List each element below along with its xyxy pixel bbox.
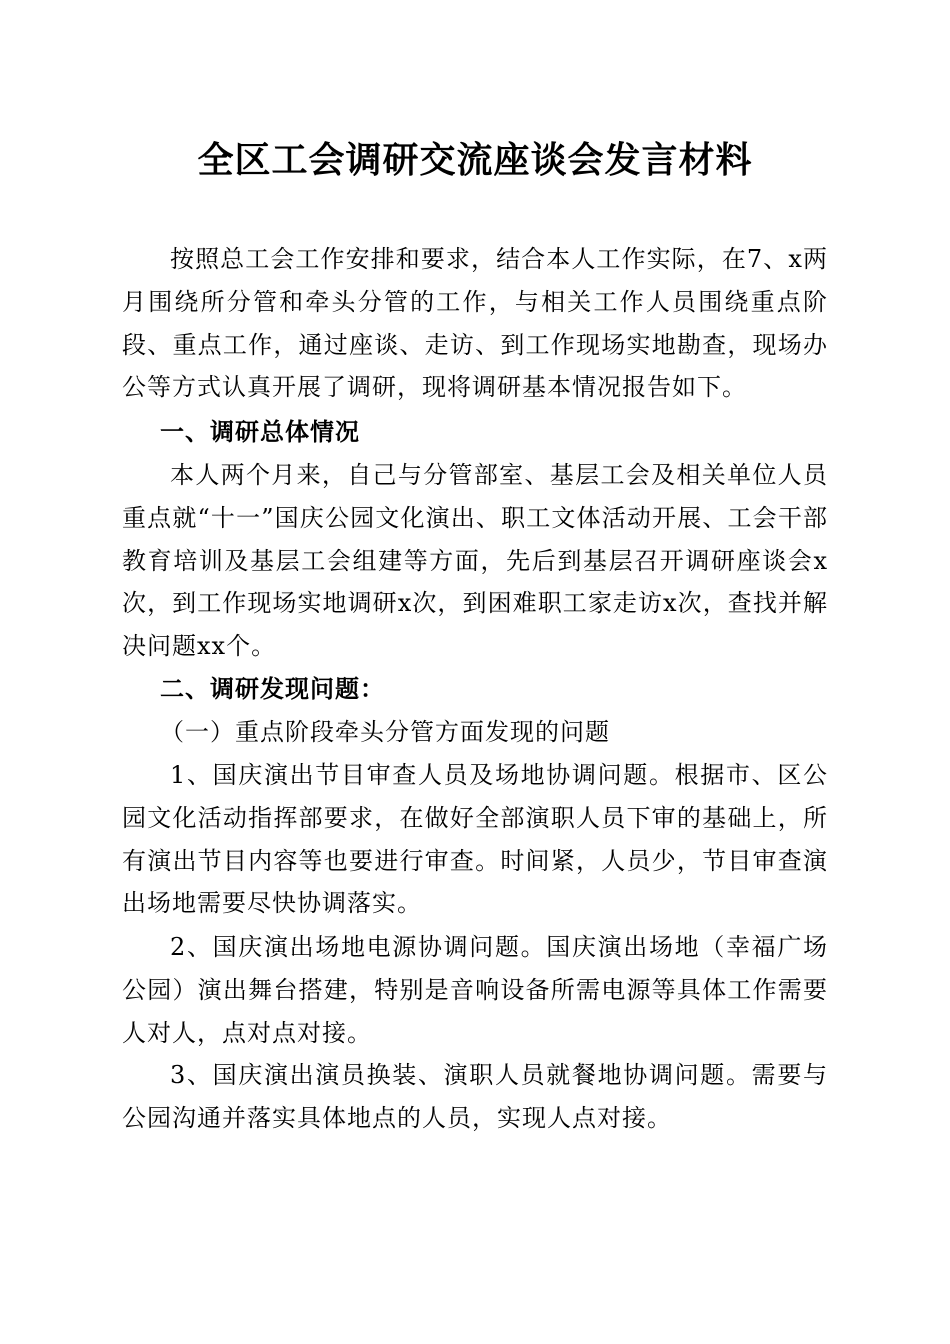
subsection1-heading: （一）重点阶段牵头分管方面发现的问题	[160, 718, 610, 746]
document-title: 全区工会调研交流座谈会发言材料	[197, 139, 753, 181]
item2-paragraph: 2、国庆演出场地电源协调问题。国庆演出场地（幸福广场公园）演出舞台搭建，特别是音响设备所需电源等具体工作需要人对人，点对点对接。	[122, 933, 828, 1047]
section1-heading: 一、调研总体情况	[160, 418, 360, 446]
item3-paragraph: 3、国庆演出演员换装、演职人员就餐地协调问题。需要与公园沟通并落实具体地点的人员，实现人点对接。	[122, 1061, 828, 1132]
section1-paragraph: 本人两个月来，自己与分管部室、基层工会及相关单位人员重点就“十一”国庆公园文化演出、职工文体活动开展、工会干部教育培训及基层工会组建等方面，先后到基层召开调研座谈会x次，到工作现场实地调研x次，到困难职工家走访x次，查找并解决问题xx个。	[122, 461, 828, 661]
item3-paragraph-block	[122, 1054, 828, 1140]
item1-paragraph: 1、国庆演出节目审查人员及场地协调问题。根据市、区公园文化活动指挥部要求，在做好全部演职人员下审的基础上，所有演出节目内容等也要进行审查。时间紧，人员少，节目审查演出场地需要尽快协调落实。	[122, 761, 828, 918]
section1-paragraph-block	[122, 454, 828, 668]
section2-heading: 二、调研发现问题：	[160, 675, 385, 703]
intro-paragraph-block	[122, 238, 828, 409]
item2-paragraph-block	[122, 926, 828, 1054]
intro-paragraph: 按照总工会工作安排和要求，结合本人工作实际，在7、x两月围绕所分管和牵头分管的工作，与相关工作人员围绕重点阶段、重点工作，通过座谈、走访、到工作现场实地勘查，现场办公等方式认真开展了调研，现将调研基本情况报告如下。	[122, 245, 828, 402]
item1-paragraph-block	[122, 754, 828, 925]
